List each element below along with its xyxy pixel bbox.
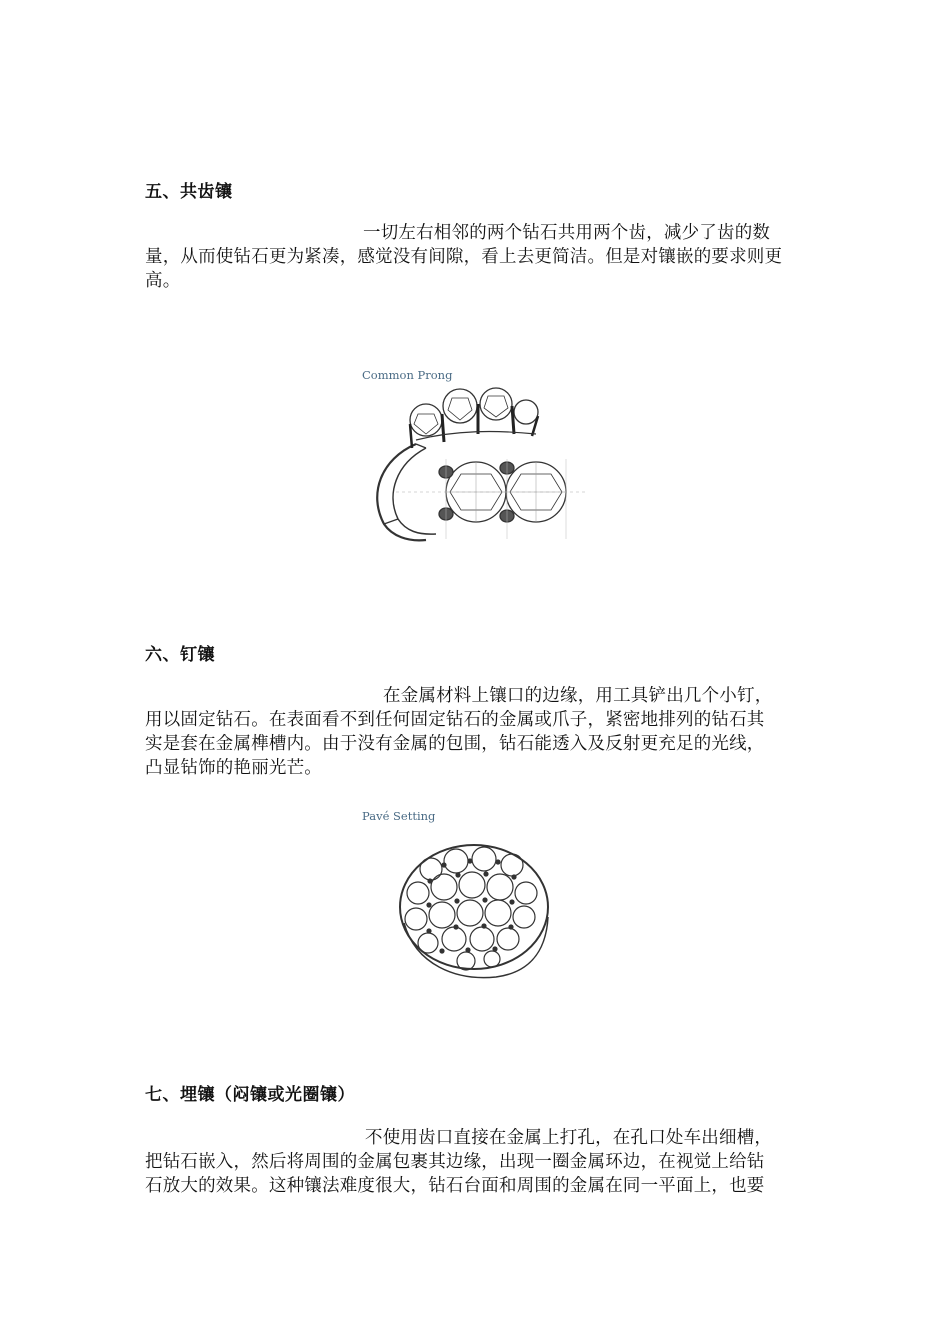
section-heading-common-prong: 五、共齿镶	[145, 182, 233, 202]
paragraph-line: 用以固定钻石。在表面看不到任何固定钻石的金属或爪子，紧密地排列的钻石其	[145, 710, 765, 730]
paragraph-line: 高。	[145, 271, 181, 291]
section-heading-pave: 六、钉镶	[145, 645, 215, 665]
common-prong-illustration	[356, 364, 594, 550]
paragraph-line: 在金属材料上镶口的边缘，用工具铲出几个小钉，	[383, 686, 773, 706]
paragraph-line: 一切左右相邻的两个钻石共用两个齿，减少了齿的数	[363, 223, 771, 243]
pave-dome-icon	[356, 805, 594, 991]
figure-caption: Pavé Setting	[362, 809, 436, 823]
paragraph-common-prong	[145, 221, 805, 293]
figure-caption: Common Prong	[362, 368, 453, 382]
paragraph-line: 凸显钻饰的艳丽光芒。	[145, 758, 322, 778]
common-prong-ring-icon	[356, 364, 594, 550]
paragraph-line: 实是套在金属榫槽内。由于没有金属的包围，钻石能透入及反射更充足的光线，	[145, 734, 765, 754]
paragraph-line: 量，从而使钻石更为紧凑，感觉没有间隙，看上去更简洁。但是对镶嵌的要求则更	[145, 247, 783, 267]
paragraph-pave	[145, 684, 805, 780]
section-heading-bezel: 七、埋镶（闷镶或光圈镶）	[145, 1085, 355, 1105]
paragraph-line: 石放大的效果。这种镶法难度很大，钻石台面和周围的金属在同一平面上，也要	[145, 1176, 765, 1196]
paragraph-line: 把钻石嵌入，然后将周围的金属包裹其边缘，出现一圈金属环边，在视觉上给钻	[145, 1152, 765, 1172]
pave-setting-illustration	[356, 805, 594, 991]
paragraph-bezel	[145, 1126, 805, 1198]
paragraph-line: 不使用齿口直接在金属上打孔，在孔口处车出细槽，	[365, 1128, 773, 1148]
